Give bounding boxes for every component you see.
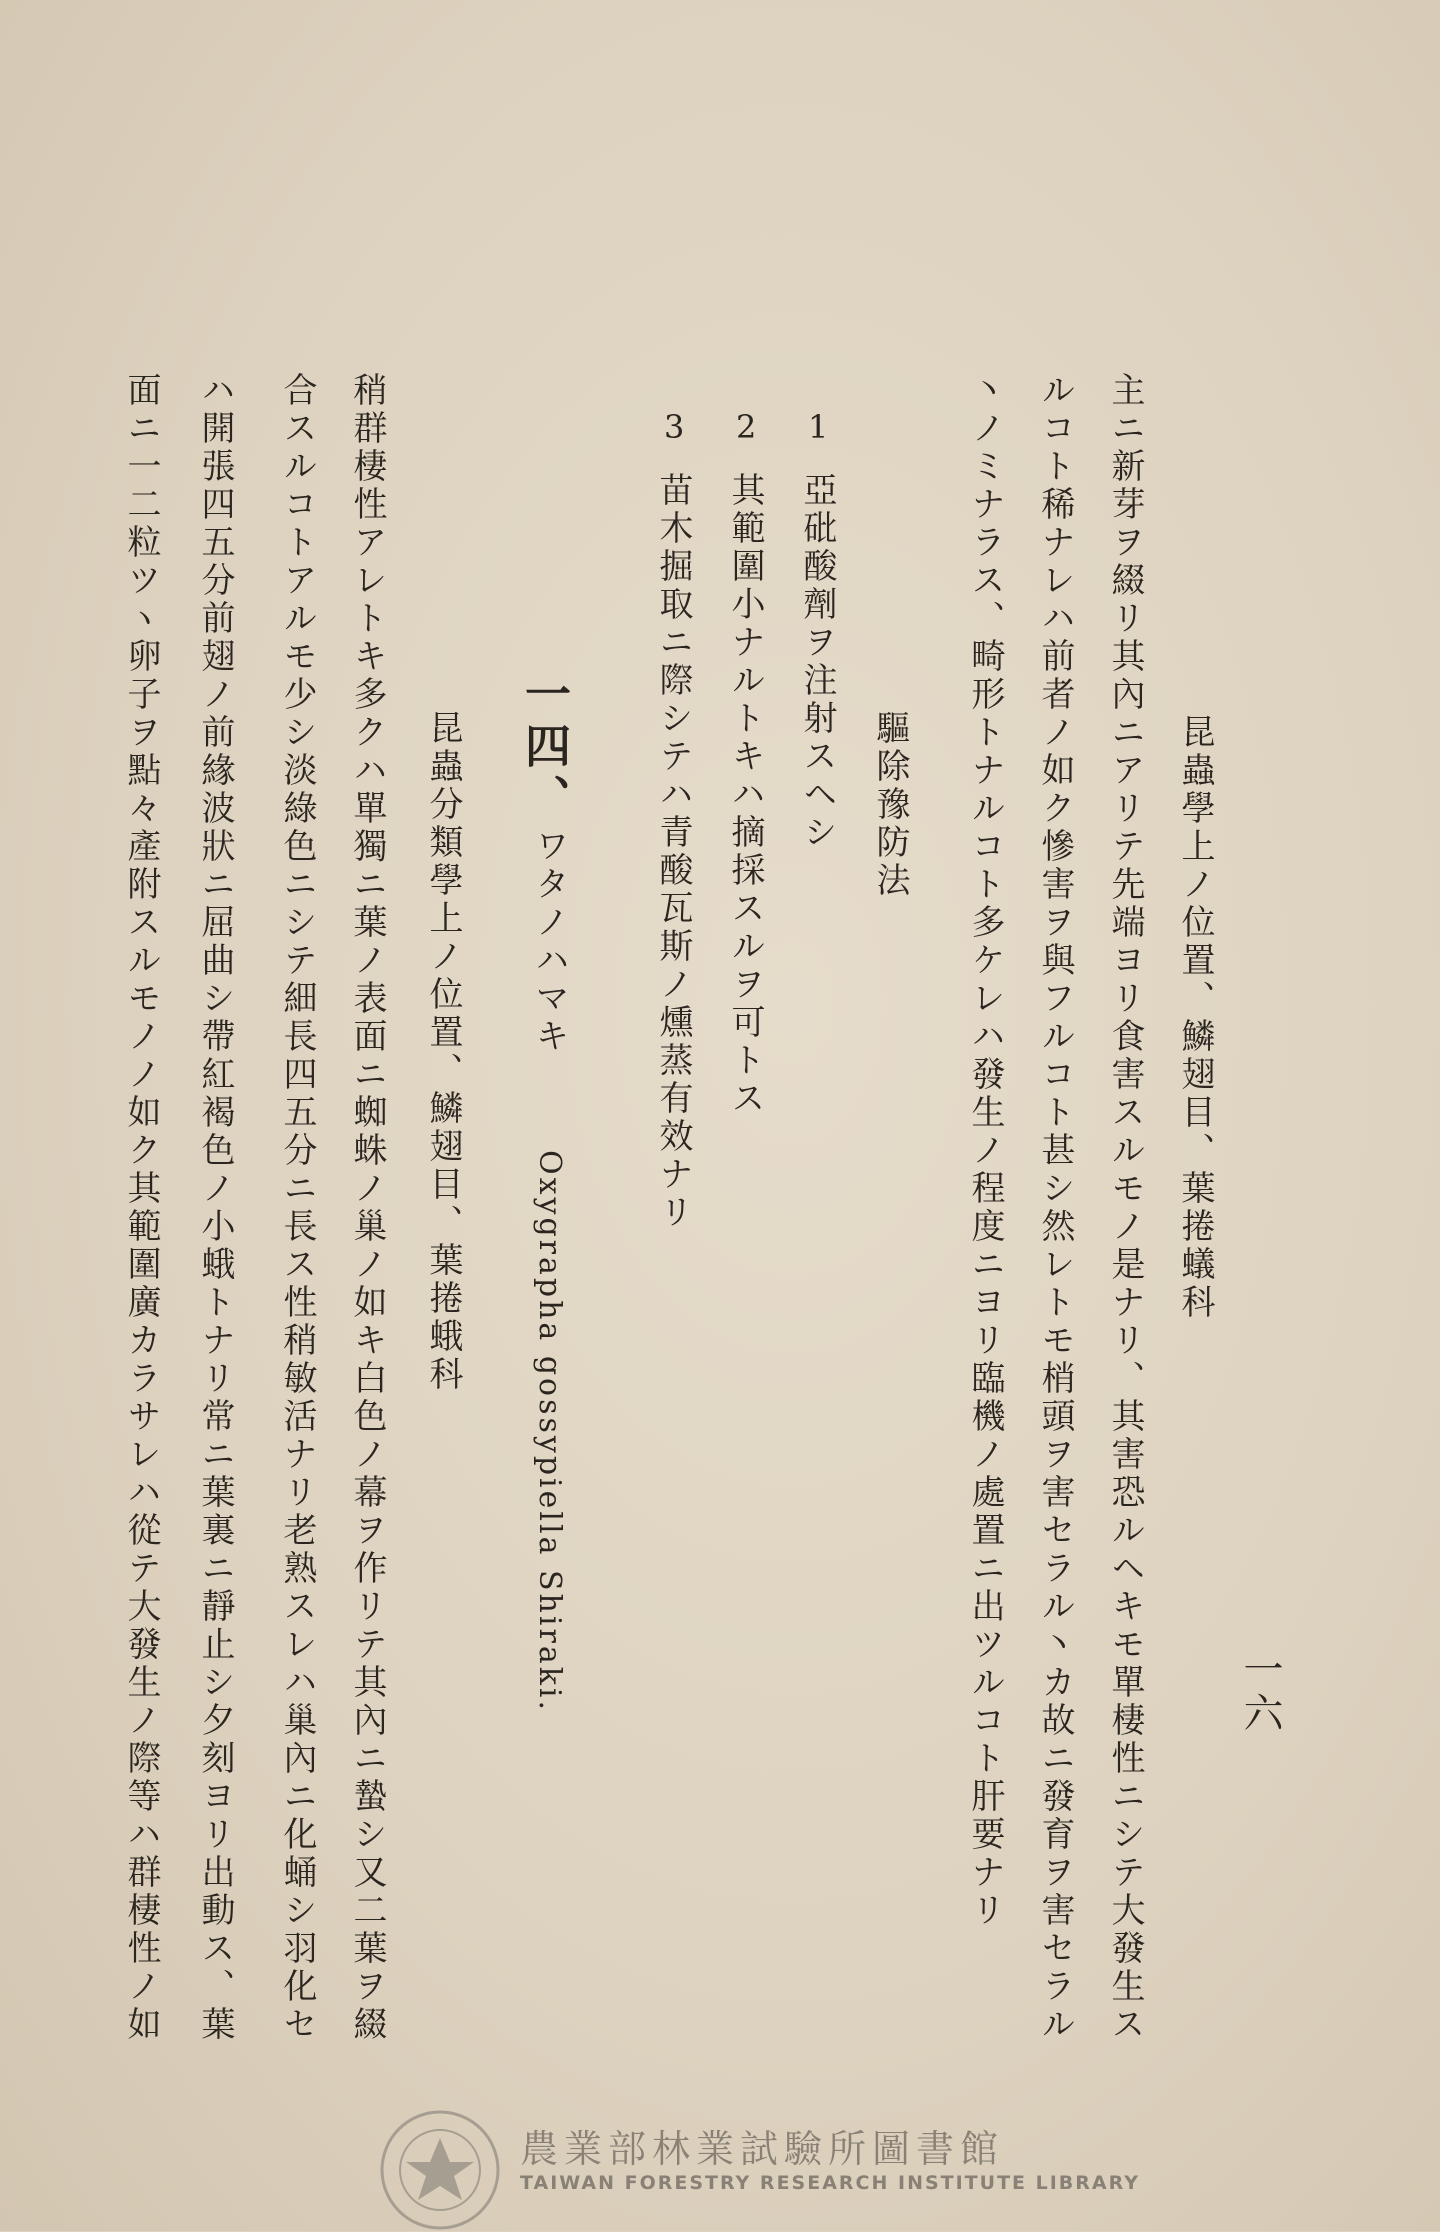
section-heading-name: ワタノハマキ [529, 828, 569, 1056]
footer-library-name-cn: 農業部林業試驗所圖書館 [520, 2127, 1005, 2171]
section-body-line-2: 合スルコトアルモ少シ淡綠色ニシテ細長四五分ニ長ス性稍敏活ナリ老熟スレハ巢內ニ化蛹シ羽化セ [277, 372, 317, 2044]
control-item-3-number: 3 [664, 408, 685, 446]
prev-taxonomy-line: 昆蟲學上ノ位置、鱗翅目、葉捲蟻科 [1175, 714, 1215, 1322]
prev-body-line-3: 丶ノミナラス、畸形トナルコト多ケレハ發生ノ程度ニヨリ臨機ノ處置ニ出ツルコト肝要ナリ [965, 372, 1005, 1930]
control-heading: 驅除豫防法 [870, 710, 910, 900]
section-body-line-1: 稍群棲性アレトキ多クハ單獨ニ葉ノ表面ニ蜘蛛ノ巢ノ如キ白色ノ幕ヲ作リテ其內ニ蟄シ又二葉ヲ綴 [347, 372, 387, 2044]
library-seal-icon [378, 2108, 502, 2232]
control-item-2-text: 其範圍小ナルトキハ摘採スルヲ可トス [725, 472, 765, 1118]
control-item-1-text: 亞砒酸劑ヲ注射スヘシ [797, 472, 837, 852]
prev-body-line-1: 主ニ新芽ヲ綴リ其內ニアリテ先端ヨリ食害スルモノ是ナリ、其害恐ルヘキモ單棲性ニシテ大發生ス [1105, 372, 1145, 2044]
control-item-2-number: 2 [736, 408, 757, 446]
section-taxonomy-line: 昆蟲分類學上ノ位置、鱗翅目、葉捲蛾科 [423, 710, 463, 1394]
control-item-3-text: 苗木掘取ニ際シテハ青酸瓦斯ノ燻蒸有效ナリ [653, 472, 693, 1232]
footer-library-name-en: TAIWAN FORESTRY RESEARCH INSTITUTE LIBRARY [520, 2172, 1140, 2194]
prev-body-line-2: ルコト稀ナレハ前者ノ如ク慘害ヲ與フルコト甚シ然レトモ梢頭ヲ害セラル丶カ故ニ發育ヲ害セラル [1035, 372, 1075, 2044]
section-body-line-4: 面ニ一二粒ツヽ卵子ヲ點々產附スルモノノ如ク其範圍廣カラサレハ從テ大發生ノ際等ハ群棲性ノ如 [121, 372, 161, 2044]
scientific-name: Oxygrapha gossypiella Shiraki. [532, 1150, 567, 1714]
page-number: 一六 [1237, 1648, 1283, 1736]
section-heading-number: 一四、 [518, 670, 572, 826]
control-item-1-number: 1 [808, 408, 829, 446]
section-body-line-3: ハ開張四五分前翅ノ前緣波狀ニ屈曲シ帶紅褐色ノ小蛾トナリ常ニ葉裏ニ靜止シ夕刻ヨリ出動ス、葉 [195, 372, 235, 2044]
